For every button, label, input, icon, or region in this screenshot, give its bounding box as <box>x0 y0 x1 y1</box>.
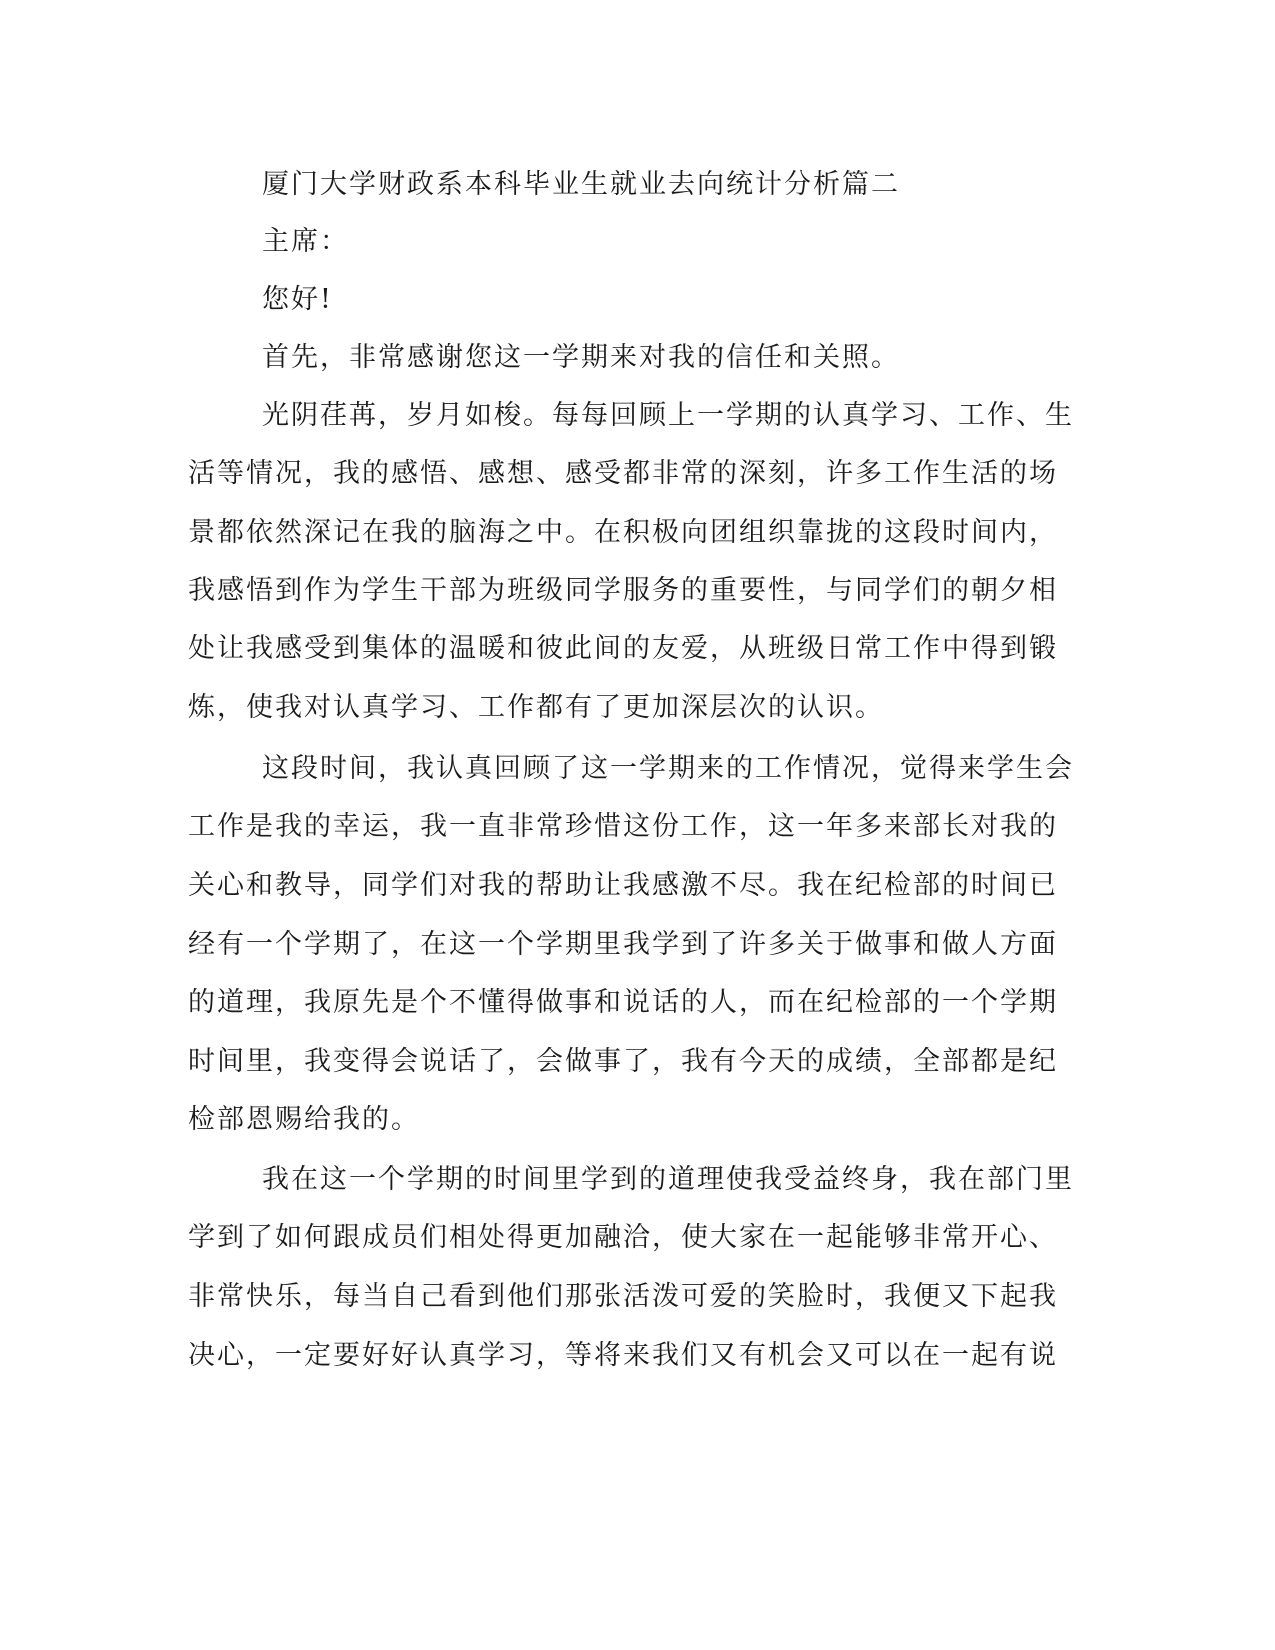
text-line: 活等情况，我的感悟、感想、感受都非常的深刻，许多工作生活的场 <box>188 458 1058 489</box>
text-line: 经有一个学期了，在这一个学期里我学到了许多关于做事和做人方面 <box>188 929 1058 960</box>
text-line: 光阴荏苒，岁月如梭。每每回顾上一学期的认真学习、工作、生 <box>262 400 1074 431</box>
text-line: 检部恩赐给我的。 <box>188 1104 420 1135</box>
text-line: 我在这一个学期的时间里学到的道理使我受益终身，我在部门里 <box>262 1164 1074 1195</box>
text-line: 决心，一定要好好认真学习，等将来我们又有机会又可以在一起有说 <box>188 1340 1058 1371</box>
text-line: 非常快乐，每当自己看到他们那张活泼可爱的笑脸时，我便又下起我 <box>188 1281 1058 1312</box>
text-line: 炼，使我对认真学习、工作都有了更加深层次的认识。 <box>188 692 884 723</box>
text-line: 我感悟到作为学生干部为班级同学服务的重要性，与同学们的朝夕相 <box>188 575 1058 606</box>
text-line: 首先，非常感谢您这一学期来对我的信任和关照。 <box>262 342 900 373</box>
text-line: 这段时间，我认真回顾了这一学期来的工作情况，觉得来学生会 <box>262 753 1074 784</box>
text-line: 处让我感受到集体的温暖和彼此间的友爱，从班级日常工作中得到锻 <box>188 633 1058 664</box>
text-line: 的道理，我原先是个不懂得做事和说话的人，而在纪检部的一个学期 <box>188 987 1058 1018</box>
greeting: 您好! <box>262 284 333 315</box>
document-title: 厦门大学财政系本科毕业生就业去向统计分析篇二 <box>262 169 900 200</box>
salutation: 主席： <box>262 226 349 257</box>
text-line: 学到了如何跟成员们相处得更加融洽，使大家在一起能够非常开心、 <box>188 1222 1058 1253</box>
text-line: 景都依然深记在我的脑海之中。在积极向团组织靠拢的这段时间内， <box>188 517 1058 548</box>
text-line: 工作是我的幸运，我一直非常珍惜这份工作，这一年多来部长对我的 <box>188 811 1058 842</box>
text-line: 时间里，我变得会说话了，会做事了，我有今天的成绩，全部都是纪 <box>188 1046 1058 1077</box>
text-line: 关心和教导，同学们对我的帮助让我感激不尽。我在纪检部的时间已 <box>188 870 1058 901</box>
